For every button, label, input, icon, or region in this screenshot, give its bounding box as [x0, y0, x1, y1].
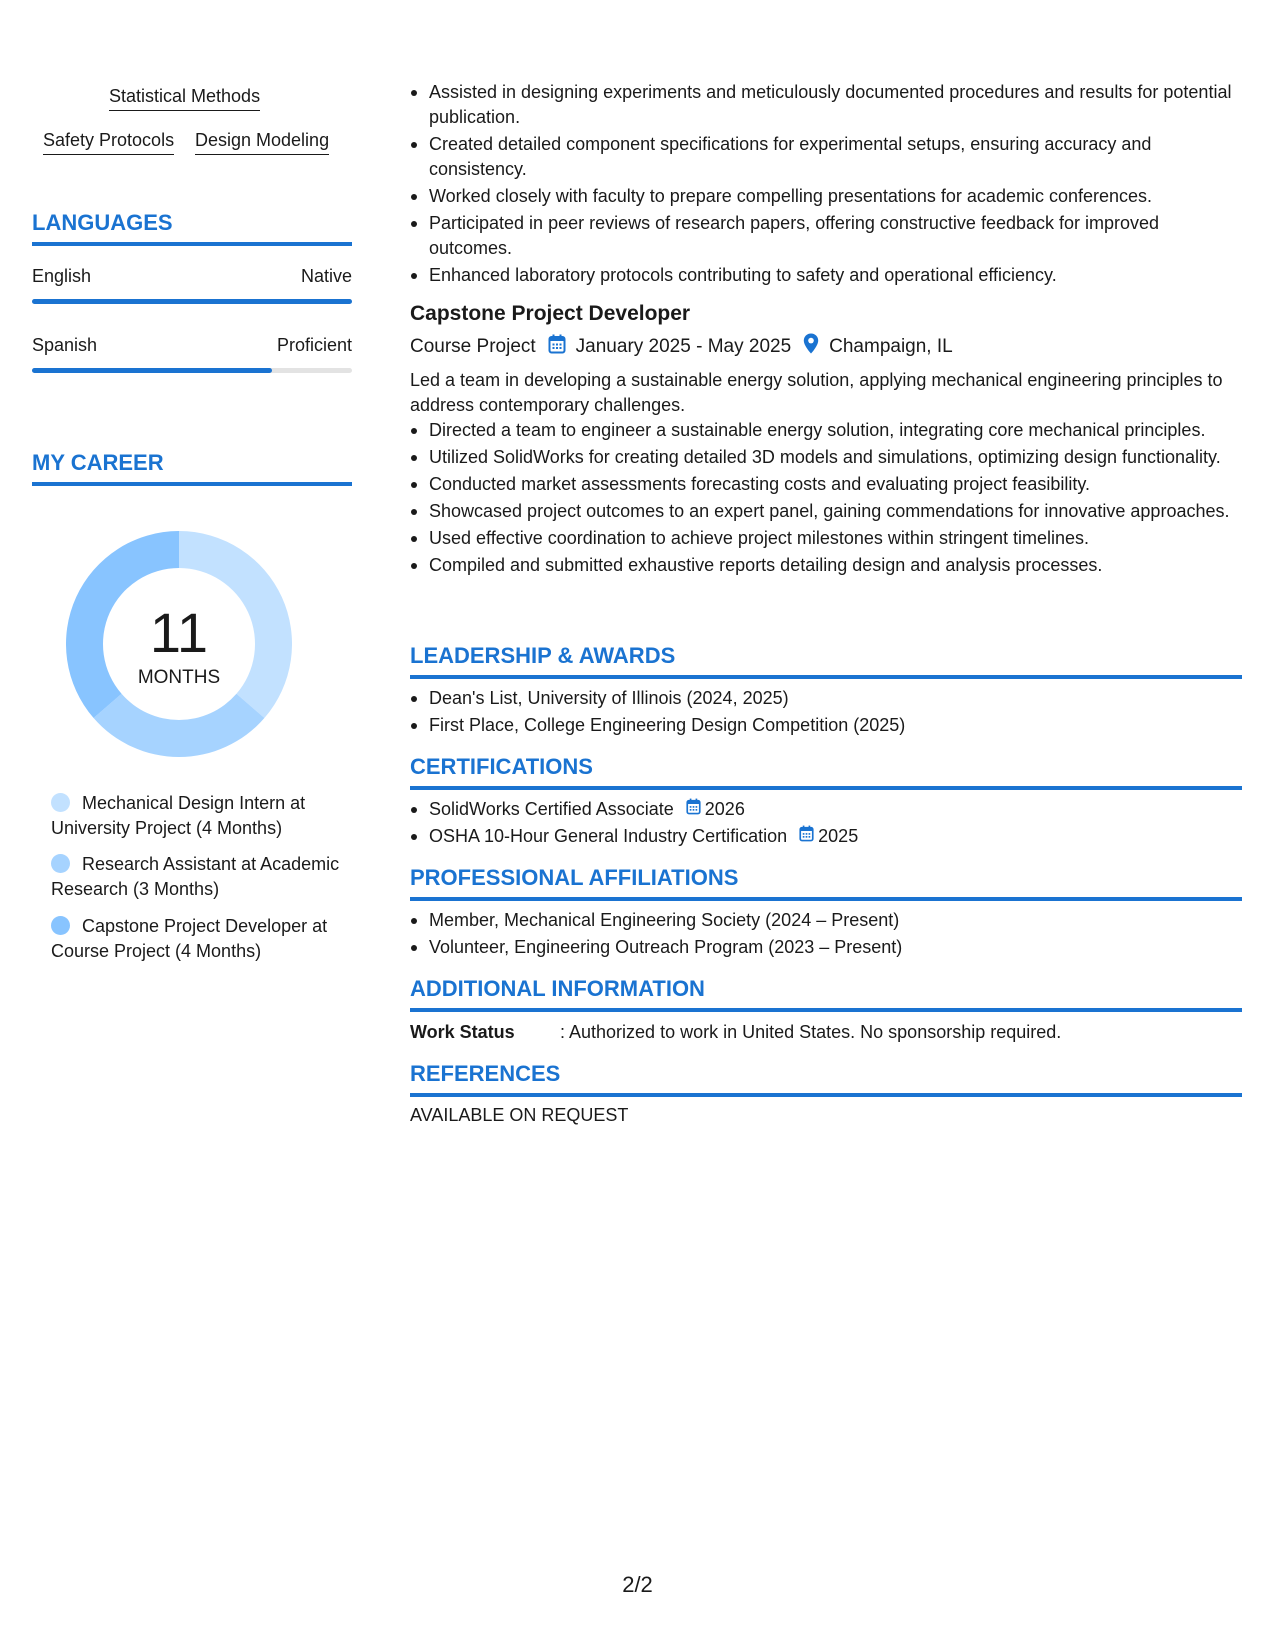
bullet-item: First Place, College Engineering Design Competition (2025): [410, 713, 1242, 738]
certification-item: [410, 824, 1242, 849]
skill-tag: Safety Protocols: [43, 130, 174, 155]
bullet-item: Volunteer, Engineering Outreach Program (2023 – Present): [410, 935, 1242, 960]
certifications-heading: CERTIFICATIONS: [410, 754, 1242, 790]
additional-info-heading: ADDITIONAL INFORMATION: [410, 976, 1242, 1012]
references-text: AVAILABLE ON REQUEST: [410, 1105, 629, 1125]
donut-center: [66, 531, 292, 757]
affiliations-list: [410, 908, 1242, 962]
affiliations-heading: PROFESSIONAL AFFILIATIONS: [410, 865, 1242, 901]
job-bullets: [410, 418, 1242, 580]
certification-item: [410, 797, 1242, 822]
certification-year: 2026: [704, 799, 745, 819]
job-title: Capstone Project Developer: [410, 302, 691, 325]
bullet-item: Showcased project outcomes to an expert panel, gaining commendations for innovative approaches.: [410, 499, 1242, 524]
job-location: Champaign, IL: [829, 335, 953, 357]
references-heading: REFERENCES: [410, 1061, 1242, 1097]
bullet-item: Dean's List, University of Illinois (2024, 2025): [410, 686, 1242, 711]
work-status-value: : Authorized to work in United States. No sponsorship required.: [560, 1022, 1062, 1042]
certifications-list: [410, 797, 1242, 851]
leadership-heading: LEADERSHIP & AWARDS: [410, 643, 1242, 679]
language-bar: [32, 299, 352, 304]
legend-dot: [51, 854, 70, 873]
job-meta: [410, 333, 953, 360]
bullet-item: Utilized SolidWorks for creating detailed 3D models and simulations, optimizing design functionality.: [410, 445, 1242, 470]
legend-label: Capstone Project Developer at Course Project (4 Months): [51, 916, 328, 961]
bullet-item: Member, Mechanical Engineering Society (2024 – Present): [410, 908, 1242, 933]
career-legend-item: [51, 914, 351, 964]
career-total-number: 11: [149, 601, 209, 664]
language-bar: [32, 368, 352, 373]
legend-dot: [51, 793, 70, 812]
page-number: 2/2: [622, 1572, 653, 1597]
bullet-item: Enhanced laboratory protocols contributing to safety and operational efficiency.: [410, 263, 1242, 288]
language-name: Spanish: [32, 335, 98, 355]
language-bar-fill: [32, 299, 352, 304]
job-dates: January 2025 - May 2025: [575, 335, 792, 357]
language-level: Native: [300, 266, 352, 286]
bullet-item: Compiled and submitted exhaustive reports detailing design and analysis processes.: [410, 553, 1242, 578]
bullet-item: Used effective coordination to achieve project milestones within stringent timelines.: [410, 526, 1242, 551]
certification-name: SolidWorks Certified Associate: [429, 799, 674, 819]
calendar-icon: [799, 824, 818, 849]
career-legend-item: [51, 852, 351, 902]
career-legend-item: [51, 791, 351, 841]
bullet-item: Assisted in designing experiments and meticulously documented procedures and results for potential publication.: [410, 80, 1242, 130]
career-total-unit: MONTHS: [137, 667, 221, 688]
bullet-item: Worked closely with faculty to prepare compelling presentations for academic conferences.: [410, 184, 1242, 209]
legend-dot: [51, 916, 70, 935]
skill-tag: Design Modeling: [195, 130, 329, 155]
language-row: [32, 335, 352, 356]
work-status-label: Work Status: [410, 1022, 515, 1042]
career-donut-chart: [66, 531, 292, 757]
language-bar-fill: [32, 368, 272, 373]
bullet-item: Conducted market assessments forecasting costs and evaluating project feasibility.: [410, 472, 1242, 497]
map-pin-icon: [803, 333, 819, 360]
bullet-item: Directed a team to engineer a sustainable energy solution, integrating core mechanical principles.: [410, 418, 1242, 443]
language-name: English: [32, 266, 92, 286]
certification-year: 2025: [818, 826, 859, 846]
work-status-row: [410, 1022, 1061, 1043]
previous-job-bullets: [410, 80, 1242, 290]
job-description: Led a team in developing a sustainable energy solution, applying mechanical engineering principles to address contemporary challenges.: [410, 370, 1223, 415]
skill-tag: Statistical Methods: [109, 86, 260, 111]
job-company: Course Project: [410, 335, 536, 357]
leadership-list: [410, 686, 1242, 740]
languages-heading: LANGUAGES: [32, 210, 352, 246]
career-heading: MY CAREER: [32, 450, 352, 486]
legend-label: Research Assistant at Academic Research (3 Months): [51, 854, 340, 899]
certification-name: OSHA 10-Hour General Industry Certification: [429, 826, 788, 846]
bullet-item: Created detailed component specifications for experimental setups, ensuring accuracy and consistency.: [410, 132, 1242, 182]
bullet-item: Participated in peer reviews of research papers, offering constructive feedback for improved outcomes.: [410, 211, 1242, 261]
legend-label: Mechanical Design Intern at University Project (4 Months): [51, 793, 306, 838]
calendar-icon: [686, 797, 705, 822]
language-level: Proficient: [276, 335, 352, 355]
language-row: [32, 266, 352, 287]
calendar-icon: [548, 334, 566, 360]
